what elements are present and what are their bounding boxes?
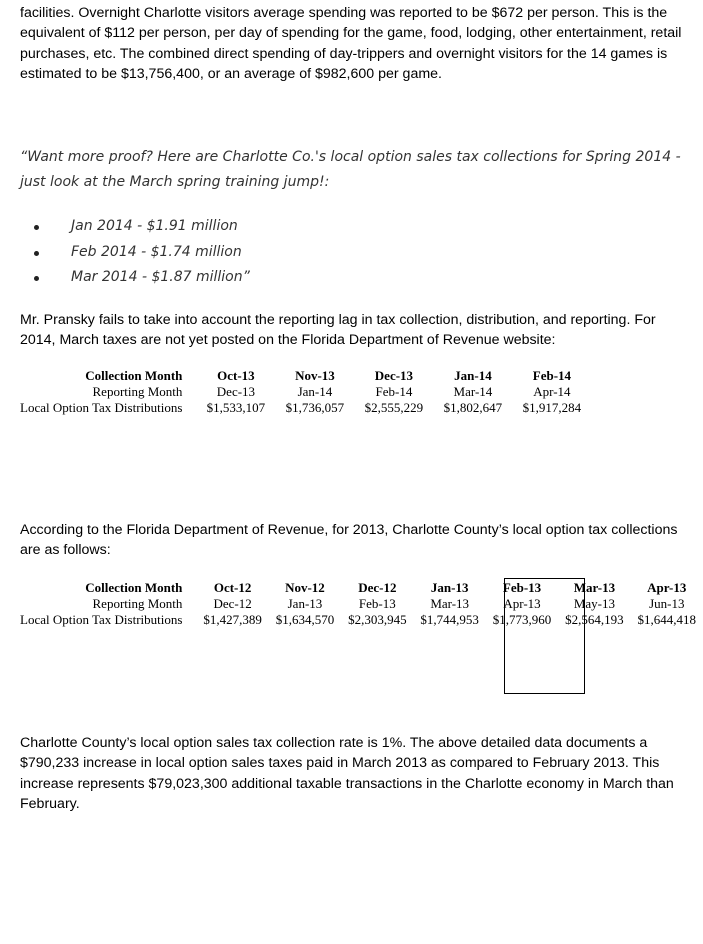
table-cell: $1,644,418 <box>637 612 697 627</box>
table-cell: $1,634,570 <box>275 612 335 627</box>
row-label-collection: Collection Month <box>85 368 183 383</box>
table-row <box>20 368 591 384</box>
table-cell: $1,802,647 <box>443 400 503 415</box>
row-label-reporting: Reporting Month <box>92 384 183 399</box>
table-cell: Dec-12 <box>358 580 397 595</box>
table-cell: $1,533,107 <box>206 400 266 415</box>
table-row <box>20 580 703 596</box>
table-cell: $1,744,953 <box>420 612 479 627</box>
table-cell: Jan-13 <box>287 596 323 611</box>
table-cell: Dec-12 <box>213 596 252 611</box>
table-cell: Jan-14 <box>454 368 492 383</box>
table-cell: $1,427,389 <box>203 612 262 627</box>
table-cell: Dec-13 <box>374 368 414 383</box>
table-cell: Feb-13 <box>502 580 542 595</box>
table-cell: Jan-14 <box>297 384 333 399</box>
table-cell: $2,555,229 <box>364 400 424 415</box>
table-cell: Feb-14 <box>375 384 413 399</box>
table-cell: Mar-14 <box>453 384 493 399</box>
list-item: Feb 2014 - $1.74 million <box>20 240 620 266</box>
row-label-reporting: Reporting Month <box>92 596 183 611</box>
table-cell: $2,303,945 <box>348 612 407 627</box>
table-cell: Apr-13 <box>647 580 687 595</box>
according-paragraph: According to the Florida Department of Revenue, for 2013, Charlotte County’s local option tax collections are as follows: <box>20 522 678 559</box>
row-label-distributions: Local Option Tax Distributions <box>20 400 183 415</box>
table-cell: Oct-13 <box>217 368 255 383</box>
table-row <box>20 612 703 628</box>
table-cell: Mar-13 <box>430 596 470 611</box>
table-cell: $1,917,284 <box>522 400 582 415</box>
table-cell: $1,736,057 <box>285 400 345 415</box>
table-cell: Feb-14 <box>532 368 572 383</box>
table-cell: Dec-13 <box>216 384 256 399</box>
table-cell: Apr-14 <box>533 384 571 399</box>
table-row <box>20 400 591 416</box>
intro-paragraph: facilities. Overnight Charlotte visitors average spending was reported to be $672 per person. This is the equivalent of $112 per person, per day of spending for the game, food, lodging, other entertainment, retail purchases, etc. The combined direct spending of day-trippers and overnight visitors for the 14 games is estimated to be $13,756,400, or an average of $982,600 per game. <box>20 5 682 82</box>
quote-paragraph: “Want more proof? Here are Charlotte Co.'s local option sales tax collections for Spring 2014 - just look at the March spring training jump!: <box>20 149 681 190</box>
table-cell: Jan-13 <box>430 580 469 595</box>
tax-table-2013 <box>20 580 703 628</box>
table-cell: May-13 <box>573 596 615 611</box>
table-cell: Feb-13 <box>358 596 396 611</box>
bullet-list <box>20 214 620 291</box>
list-item: Mar 2014 - $1.87 million” <box>20 265 620 291</box>
table-cell: Oct-12 <box>213 580 252 595</box>
tax-table-2014 <box>20 368 591 416</box>
conclusion-paragraph: Charlotte County’s local option sales tax collection rate is 1%. The above detailed data documents a $790,233 increase in local option sales taxes paid in March 2013 as compared to February 2013. This increase represents $79,023,300 additional taxable transactions in the Charlotte economy in March than February. <box>20 735 674 812</box>
table-cell: Jun-13 <box>649 596 685 611</box>
table-cell: Nov-13 <box>295 368 335 383</box>
row-label-collection: Collection Month <box>85 580 183 595</box>
table-cell: Mar-13 <box>573 580 616 595</box>
row-label-distributions: Local Option Tax Distributions <box>20 612 183 627</box>
table-row <box>20 596 703 612</box>
table-cell: $1,773,960 <box>492 612 552 627</box>
table-row <box>20 384 591 400</box>
table-cell: $2,564,193 <box>565 612 624 627</box>
table-cell: Apr-13 <box>503 596 541 611</box>
pransky-paragraph: Mr. Pransky fails to take into account the reporting lag in tax collection, distribution, and reporting. For 2014, March taxes are not yet posted on the Florida Department of Revenue website: <box>20 312 656 349</box>
list-item: Jan 2014 - $1.91 million <box>20 214 620 240</box>
table-cell: Nov-12 <box>285 580 325 595</box>
